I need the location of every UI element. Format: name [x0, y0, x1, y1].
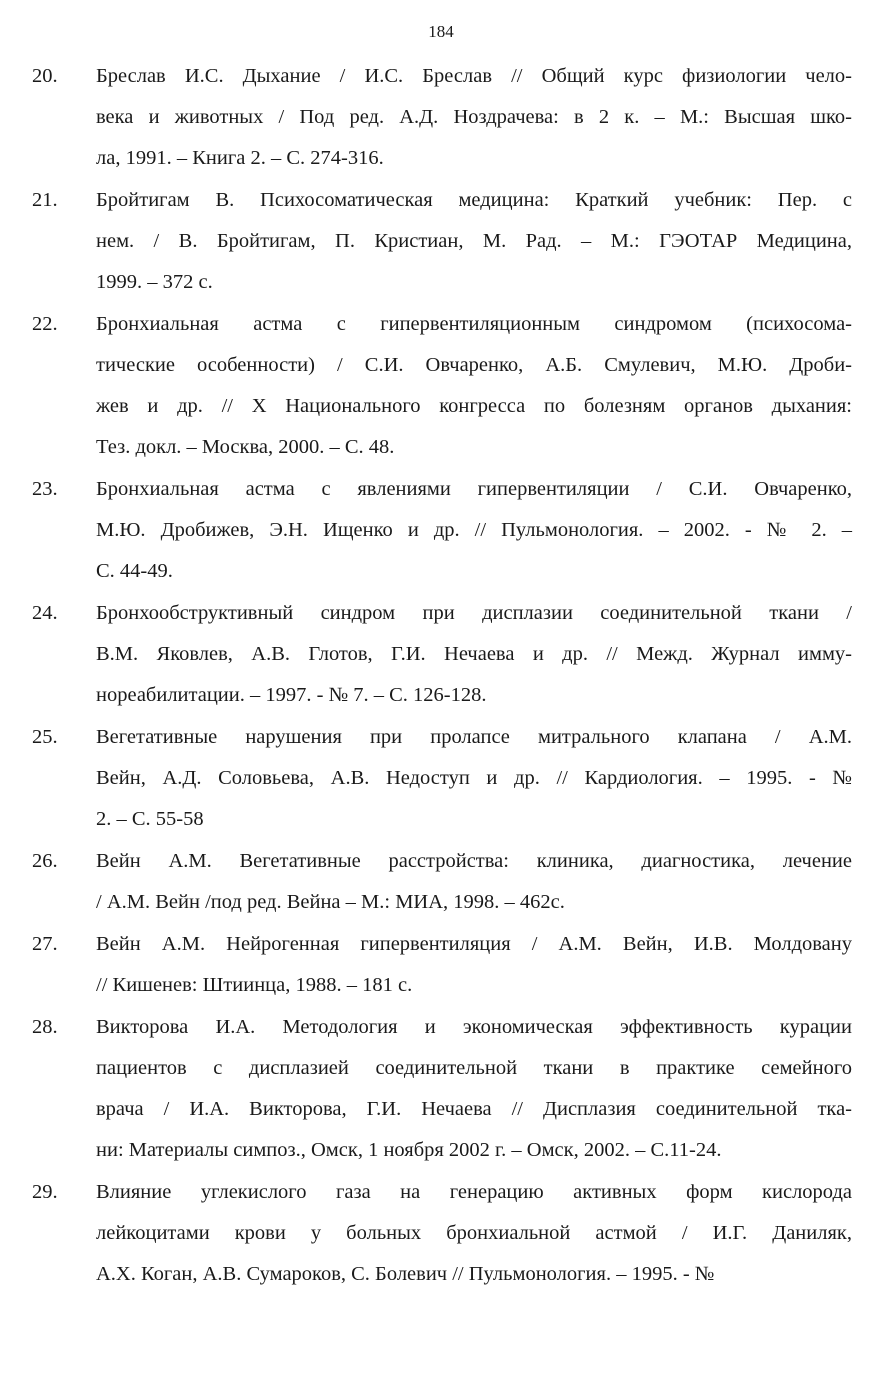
reference-text: [96, 924, 852, 1006]
reference-entry: [0, 304, 882, 468]
reference-text: [96, 717, 852, 840]
reference-entry: [0, 841, 882, 923]
reference-number: 23.: [32, 478, 58, 500]
reference-entry: [0, 56, 882, 179]
reference-text: [96, 1172, 852, 1295]
reference-text: [96, 469, 852, 592]
reference-line: нореабилитации. – 1997. - № 7. – С. 126-128.: [96, 684, 487, 706]
reference-line: врача / И.А. Викторова, Г.И. Нечаева // Дисплазия соединительной тка-: [96, 1098, 852, 1120]
reference-text: [96, 180, 852, 303]
reference-line: Вегетативные нарушения при пролапсе митрального клапана / А.М.: [96, 726, 852, 748]
reference-line: Бройтигам В. Психосоматическая медицина: Краткий учебник: Пер. с: [96, 189, 852, 211]
reference-number: 29.: [32, 1181, 58, 1203]
reference-line: Викторова И.А. Методология и экономическая эффективность курации: [96, 1016, 852, 1038]
reference-line: лейкоцитами крови у больных бронхиальной астмой / И.Г. Даниляк,: [96, 1222, 852, 1244]
reference-line: Вейн А.М. Вегетативные расстройства: клиника, диагностика, лечение: [96, 850, 852, 872]
reference-number: 24.: [32, 602, 58, 624]
reference-line: 2. – С. 55-58: [96, 808, 204, 830]
reference-line: Бреслав И.С. Дыхание / И.С. Бреслав // Общий курс физиологии чело-: [96, 65, 852, 87]
reference-entry: [0, 1172, 882, 1295]
reference-line: // Кишенев: Штиинца, 1988. – 181 с.: [96, 974, 413, 996]
reference-line: 1999. – 372 с.: [96, 271, 213, 293]
reference-line: пациентов с дисплазией соединительной ткани в практике семейного: [96, 1057, 852, 1079]
reference-line: Бронхообструктивный синдром при дисплазии соединительной ткани /: [96, 602, 852, 624]
reference-text: [96, 56, 852, 179]
reference-line: ни: Материалы симпоз., Омск, 1 ноября 2002 г. – Омск, 2002. – С.11-24.: [96, 1139, 722, 1161]
reference-entry: [0, 717, 882, 840]
reference-line: А.Х. Коган, А.В. Сумароков, С. Болевич // Пульмонология. – 1995. - №: [96, 1263, 715, 1285]
reference-text: [96, 593, 852, 716]
reference-line: В.М. Яковлев, А.В. Глотов, Г.И. Нечаева и др. // Межд. Журнал имму-: [96, 643, 852, 665]
reference-text: [96, 1007, 852, 1171]
reference-line: века и животных / Под ред. А.Д. Ноздрачева: в 2 к. – М.: Высшая шко-: [96, 106, 852, 128]
reference-line: Бронхиальная астма с явлениями гипервентиляции / С.И. Овчаренко,: [96, 478, 852, 500]
reference-line: С. 44-49.: [96, 560, 173, 582]
reference-number: 20.: [32, 65, 58, 87]
reference-entry: [0, 469, 882, 592]
reference-number: 22.: [32, 313, 58, 335]
reference-line: Вейн, А.Д. Соловьева, А.В. Недоступ и др. // Кардиология. – 1995. - №: [96, 767, 852, 789]
reference-list: [0, 56, 882, 1296]
reference-text: [96, 841, 852, 923]
reference-text: [96, 304, 852, 468]
reference-line: нем. / В. Бройтигам, П. Кристиан, М. Рад. – М.: ГЭОТАР Медицина,: [96, 230, 852, 252]
reference-number: 25.: [32, 726, 58, 748]
reference-line: / А.М. Вейн /под ред. Вейна – М.: МИА, 1998. – 462с.: [96, 891, 565, 913]
reference-entry: [0, 593, 882, 716]
reference-number: 27.: [32, 933, 58, 955]
reference-number: 28.: [32, 1016, 58, 1038]
reference-entry: [0, 1007, 882, 1171]
reference-line: Тез. докл. – Москва, 2000. – С. 48.: [96, 436, 395, 458]
reference-line: М.Ю. Дробижев, Э.Н. Ищенко и др. // Пульмонология. – 2002. - № 2. –: [96, 519, 852, 541]
reference-number: 21.: [32, 189, 58, 211]
reference-entry: [0, 924, 882, 1006]
reference-line: ла, 1991. – Книга 2. – С. 274-316.: [96, 147, 384, 169]
reference-number: 26.: [32, 850, 58, 872]
reference-line: жев и др. // X Национального конгресса по болезням органов дыхания:: [96, 395, 852, 417]
page-number: 184: [428, 22, 454, 41]
reference-line: Влияние углекислого газа на генерацию активных форм кислорода: [96, 1181, 852, 1203]
reference-line: тические особенности) / С.И. Овчаренко, А.Б. Смулевич, М.Ю. Дроби-: [96, 354, 852, 376]
reference-line: Вейн А.М. Нейрогенная гипервентиляция / А.М. Вейн, И.В. Молдовану: [96, 933, 852, 955]
reference-line: Бронхиальная астма с гипервентиляционным синдромом (психосома-: [96, 313, 852, 335]
reference-entry: [0, 180, 882, 303]
